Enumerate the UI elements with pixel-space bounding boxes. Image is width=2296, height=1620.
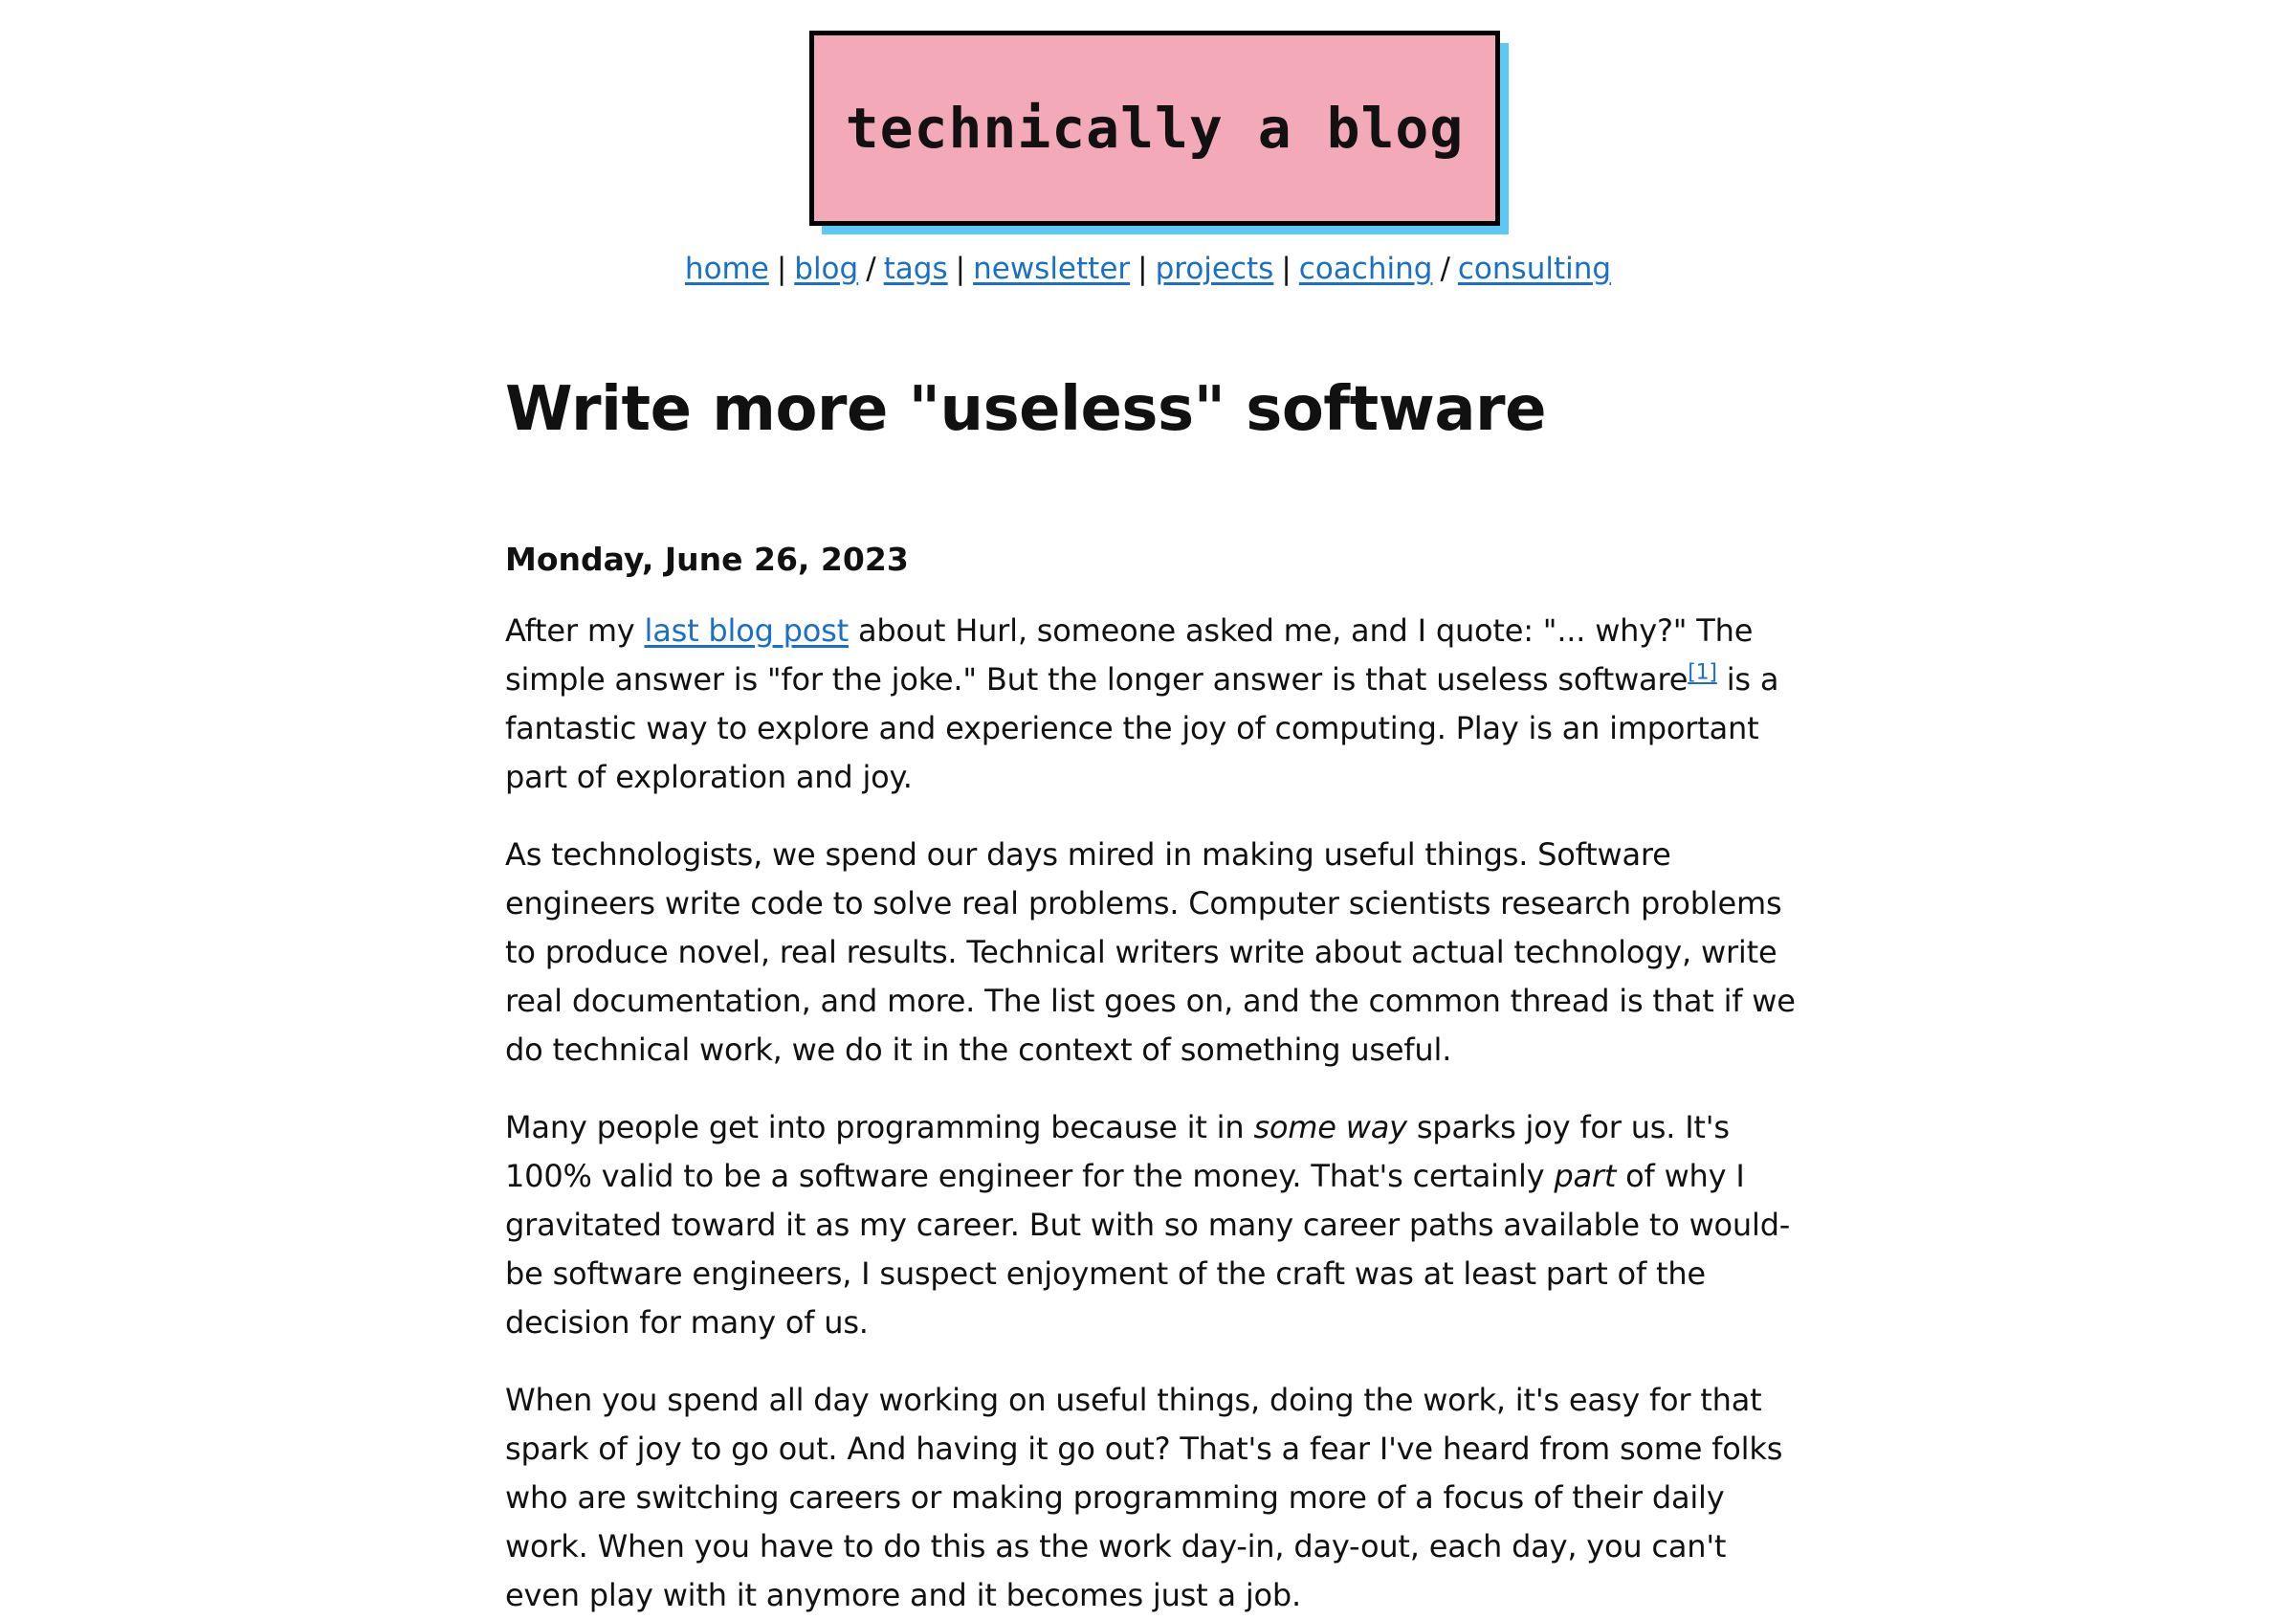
paragraph-text: Many people get into programming because it in [505,1108,1254,1145]
nav-link-blog[interactable]: blog [794,252,859,286]
paragraph-text: about Hurl, someone asked me, and I quote: "... why?" The simple answer is "for the joke." But the longer answer is that useless software [505,611,1754,698]
emphasis-text: some way [1253,1108,1407,1145]
nav-link-consulting[interactable]: consulting [1457,252,1612,286]
nav-link-home[interactable]: home [684,252,769,286]
footnote-link-1[interactable]: [1] [1688,660,1717,685]
emphasis-text: part [1554,1157,1617,1194]
nav-separator: / [866,252,876,286]
post-title: Write more "useless" software [505,374,1546,445]
footnote-ref [1688,660,1717,684]
nav-link-coaching[interactable]: coaching [1298,252,1433,286]
nav-link-tags[interactable]: tags [883,252,948,286]
nav-link-projects[interactable]: projects [1155,252,1274,286]
nav-link-newsletter[interactable]: newsletter [973,252,1131,286]
post-paragraph-4: When you spend all day working on useful things, doing the work, it's easy for that spark of joy to go out. And having it go out? That's a fear I've heard from some folks who are switching careers or making programming more of a focus of their daily work. When you have to do this as the work day-in, day-out, each day, you can't even play with it anymore and it becomes just a job. [505,1381,1783,1613]
nav-separator: | [776,252,787,286]
post-paragraph-3 [505,1103,1806,1347]
site-logo-text: technically a blog [845,96,1465,161]
site-logo [809,31,1496,222]
nav-separator: / [1440,252,1450,286]
last-blog-post-link[interactable]: last blog post [644,611,849,649]
main-nav [0,252,2296,286]
post-article [505,373,1806,1620]
nav-separator: | [1281,252,1292,286]
paragraph-text: is a fantastic way to explore and experience the joy of computing. Play is an important part of exploration and joy. [505,660,1779,795]
nav-separator: | [1137,252,1148,286]
paragraph-text: sparks joy for us. It's 100% valid to be a software engineer for the money. That's certainly [505,1108,1730,1194]
paragraph-text: of why I gravitated toward it as my career. But with so many career paths available to would-be software engineers, I suspect enjoyment of the craft was at least part of the decision for many of us. [505,1157,1791,1341]
paragraph-text: After my [505,611,645,649]
nav-separator: | [955,252,966,286]
post-paragraph-2: As technologists, we spend our days mired in making useful things. Software engineers write code to solve real problems. Computer scientists research problems to produce novel, real results. Technical writers write about actual technology, write real documentation, and more. The list goes on, and the common thread is that if we do technical work, we do it in the context of something useful. [505,835,1796,1068]
post-paragraph-1 [505,607,1806,802]
post-date: Monday, June 26, 2023 [505,540,909,578]
site-logo-link[interactable] [809,31,1500,226]
